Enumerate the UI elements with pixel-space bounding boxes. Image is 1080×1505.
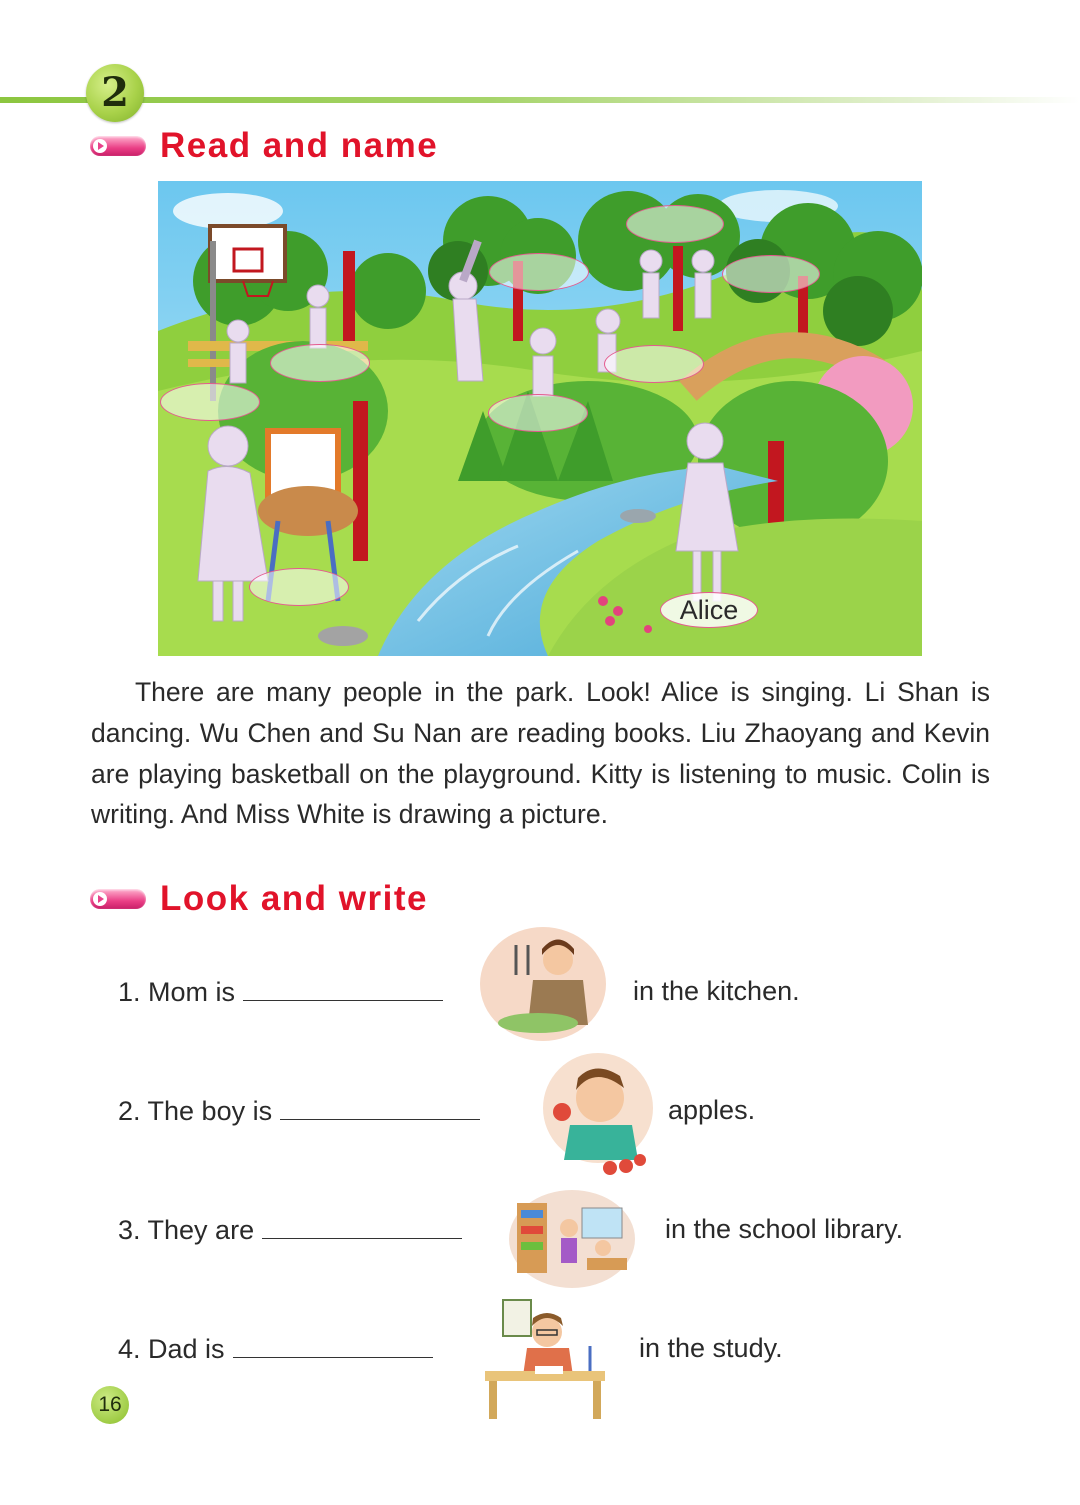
mom-cooking-picture	[478, 925, 608, 1043]
exercise-item-4	[118, 1333, 433, 1365]
children-reading-picture	[507, 1188, 637, 1290]
boy-eating-apples-picture	[540, 1050, 658, 1178]
section-marker-icon	[90, 889, 146, 909]
exercise-prompt: 2. The boy is	[118, 1096, 273, 1126]
exercise-item-1	[118, 976, 443, 1008]
name-label-blank[interactable]	[488, 394, 588, 432]
exercise-ending: in the kitchen.	[633, 976, 800, 1006]
exercise-ending: in the school library.	[665, 1214, 904, 1244]
name-label-blank[interactable]	[722, 255, 820, 293]
name-label-blank[interactable]	[489, 253, 589, 291]
name-label-blank[interactable]	[604, 345, 704, 383]
reading-passage: There are many people in the park. Look! Alice is singing. Li Shan is dancing. Wu Chen and Su Nan are reading books. Liu Zhaoyang and Kevin are playing basketball on the playground. Kitty is listening to music. Colin is writing. And Miss White is drawing a picture.	[91, 677, 990, 830]
exercise-item-3	[118, 1214, 462, 1246]
exercise-prompt: 4. Dad is	[118, 1334, 225, 1364]
answer-blank[interactable]	[280, 1095, 480, 1120]
answer-blank[interactable]	[243, 976, 443, 1001]
exercise-ending: apples.	[668, 1095, 756, 1125]
answer-blank[interactable]	[233, 1333, 433, 1358]
header-rule	[0, 97, 1080, 103]
name-label-alice: Alice	[660, 592, 758, 628]
section-marker-icon	[90, 136, 146, 156]
page-number: 16	[91, 1386, 129, 1424]
name-label-blank[interactable]	[160, 383, 260, 421]
section-title-read-and-name: Read and name	[160, 126, 439, 165]
exercise-prompt: 1. Mom is	[118, 977, 236, 1007]
unit-number-badge: 2	[86, 64, 144, 122]
name-label-blank[interactable]	[626, 205, 724, 243]
name-label-blank[interactable]	[249, 568, 349, 606]
exercise-prompt: 3. They are	[118, 1215, 255, 1245]
name-label-blank[interactable]	[270, 344, 370, 382]
exercise-item-2	[118, 1095, 480, 1127]
section-title-look-and-write: Look and write	[160, 879, 428, 918]
answer-blank[interactable]	[262, 1214, 462, 1239]
exercise-ending: in the study.	[639, 1333, 783, 1363]
dad-writing-picture	[475, 1296, 615, 1424]
